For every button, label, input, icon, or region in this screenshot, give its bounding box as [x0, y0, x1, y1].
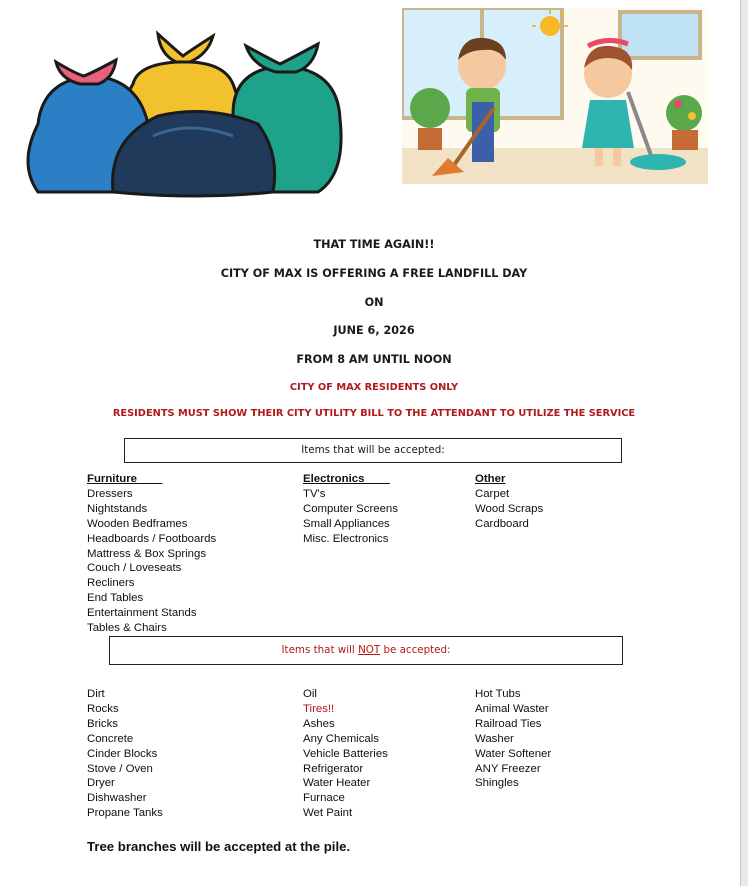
headline-line-2: CITY OF MAX IS OFFERING A FREE LANDFILL DAY [220, 267, 528, 280]
list-item: Railroad Ties [475, 717, 542, 730]
list-item: Dirt [87, 688, 105, 700]
residents-only-notice: CITY OF MAX RESIDENTS ONLY [289, 382, 459, 393]
list-item: Couch / Loveseats [87, 562, 182, 575]
list-item: Nightstands [87, 502, 148, 515]
list-item-tires: Tires!! [303, 702, 335, 715]
furniture-column [87, 472, 216, 636]
list-item: Small Appliances [303, 517, 390, 530]
list-item: Hot Tubs [475, 688, 521, 700]
list-item: Washer [475, 732, 514, 745]
garbage-bags-illustration [18, 24, 368, 202]
list-item: Entertainment Stands [87, 607, 197, 620]
list-item: Headboards / Footboards [87, 532, 217, 545]
list-item: Refrigerator [303, 762, 364, 775]
other-heading: Other [475, 473, 506, 485]
accepted-items-label: Items that will be accepted: [301, 444, 445, 456]
list-item: Computer Screens [303, 502, 398, 515]
list-item: Bricks [87, 717, 119, 730]
list-item: Wet Paint [303, 807, 353, 820]
not-accepted-column-1 [87, 687, 163, 821]
list-item: Dressers [87, 487, 133, 500]
not-accepted-column-2 [303, 687, 388, 821]
list-item: Cardboard [475, 517, 529, 530]
event-date: JUNE 6, 2026 [333, 324, 415, 337]
list-item: Wood Scraps [475, 502, 544, 515]
list-item: Dryer [87, 777, 115, 790]
list-item: Tables & Chairs [87, 622, 167, 635]
list-item: End Tables [87, 592, 144, 605]
list-item: Water Softener [475, 747, 552, 760]
list-item: Stove / Oven [87, 762, 153, 775]
utility-bill-notice: RESIDENTS MUST SHOW THEIR CITY UTILITY BILL TO THE ATTENDANT TO UTILIZE THE SERVICE [112, 408, 636, 419]
list-item: Carpet [475, 487, 510, 500]
electronics-column [303, 472, 398, 547]
list-item: Mattress & Box Springs [87, 547, 207, 560]
headline-line-1: THAT TIME AGAIN!! [313, 238, 435, 251]
list-item: Dishwasher [87, 792, 147, 805]
list-item: Wooden Bedframes [87, 517, 188, 530]
list-item: Furnace [303, 792, 345, 805]
list-item: Rocks [87, 702, 119, 715]
tree-branches-note: Tree branches will be accepted at the pile. [87, 839, 351, 854]
list-item: Misc. Electronics [303, 532, 389, 545]
list-item: Recliners [87, 577, 135, 590]
list-item: Cinder Blocks [87, 747, 158, 760]
list-item: Animal Waster [475, 702, 549, 715]
not-accepted-suffix: be accepted: [383, 644, 451, 656]
furniture-heading: Furniture [87, 473, 137, 485]
list-item: Vehicle Batteries [303, 747, 388, 760]
electronics-heading: Electronics [303, 473, 365, 485]
list-item: Water Heater [303, 777, 371, 790]
accepted-items-box [124, 438, 622, 463]
event-hours: FROM 8 AM UNTIL NOON [296, 353, 452, 366]
page-gutter [741, 0, 748, 886]
list-item: Any Chemicals [303, 732, 379, 745]
list-item: Propane Tanks [87, 807, 163, 820]
not-accepted-items-box [109, 636, 623, 665]
headline-line-3: ON [364, 296, 384, 309]
list-item: Ashes [303, 717, 335, 730]
list-item: ANY Freezer [475, 762, 541, 775]
list-item: Oil [303, 688, 317, 700]
not-accepted-column-3 [475, 687, 551, 791]
kids-cleaning-illustration [402, 8, 708, 184]
list-item: TV's [303, 487, 326, 500]
list-item: Concrete [87, 732, 134, 745]
other-column [475, 472, 543, 532]
not-word: NOT [358, 644, 381, 656]
not-accepted-prefix: Items that will [281, 644, 355, 656]
list-item: Shingles [475, 777, 519, 790]
